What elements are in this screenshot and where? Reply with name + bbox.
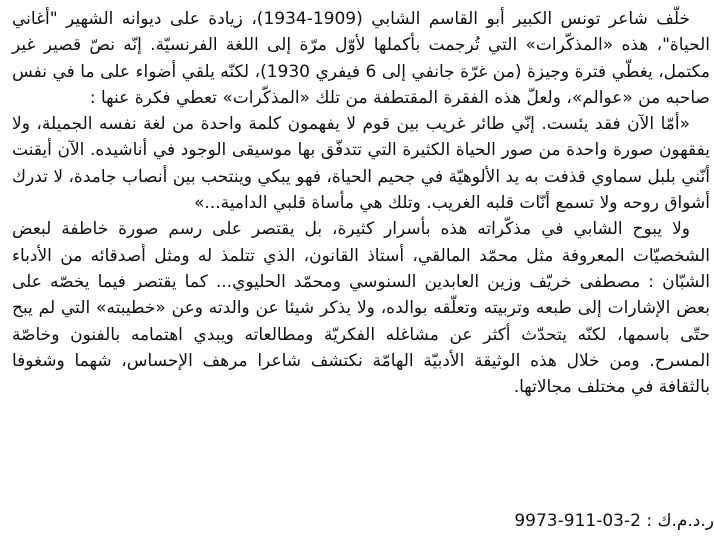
isbn-number: 9973-911-03-2 [514,511,641,531]
paragraph-intro: خلّف شاعر تونس الكبير أبو القاسم الشابي (1909-1934)، زيادة على ديوانه الشهير "أغاني الحياة"، هذه «المذكّرات» التي تُرجمت بأكملها لأوّل مرّة إلى اللغة الفرنسيّة. إنّه نصّ قصير غير مكتمل، يغطّي فترة وجيزة (من غرّة جانفي إلى 6 فيفري 1930)، لكنّه يلقي أضواء على ما في نفس صاحبه من «عوالم»، ولعلّ هذه الفقرة المقتطفة من تلك «المذكّرات» تعطي فكرة عنها : [12,9,711,108]
paragraph-commentary: ولا يبوح الشابي في مذكّراته هذه بأسرار كثيرة، بل يقتصر على رسم صورة خاطفة لبعض الشخصيّات المعروفة مثل محمّد المالقي، أستاذ القانون، الذي تتلمذ له ومثل أصدقائه من الأدباء الشبّان : مصطفى خريّف وزين العابدين السنوسي ومحمّد الحليوي... كما يقتصر فيما يخصّه على بعض الإشارات إلى طبعه وتربيته وتعلّقه بوالده، ولا يذكر شيئا عن والدته وعن «خطيبته» التي لم يبح حتّى باسمها، لكنّه يتحدّث أكثر عن مشاغله الفكريّة ومطالعاته ويبدي اهتمامه بالفنون وخاصّة المسرح. ومن خلال هذه الوثيقة الأدبيّة الهامّة نكتشف شاعرا مرهف الإحساس، شهما وشغوفا بالثقافة في مختلف مجالاتها. [12,219,710,398]
document-page [12,6,710,540]
isbn-line [514,508,714,534]
paragraph-quote: «أمّا الآن فقد يئست. إنّي طائر غريب بين قوم لا يفهمون كلمة واحدة من لغة نفسه الجميلة، ولا يفقهون صورة واحدة من صور الحياة الكثيرة التي تتدفّق بها موسيقى الوجود في أناشيده. الآن أيقنت أنّني بلبل سماوي قذفت به يد الألوهيّة في جحيم الحياة، فهو يبكي وينتحب بين أنصاب جامدة، لا تدرك أشواق روحه ولا تسمع أنّات قلبه الغريب. وتلك هي مأساة قلبي الدامية...» [12,114,710,214]
isbn-label: ر.د.م.ك : [640,511,714,531]
